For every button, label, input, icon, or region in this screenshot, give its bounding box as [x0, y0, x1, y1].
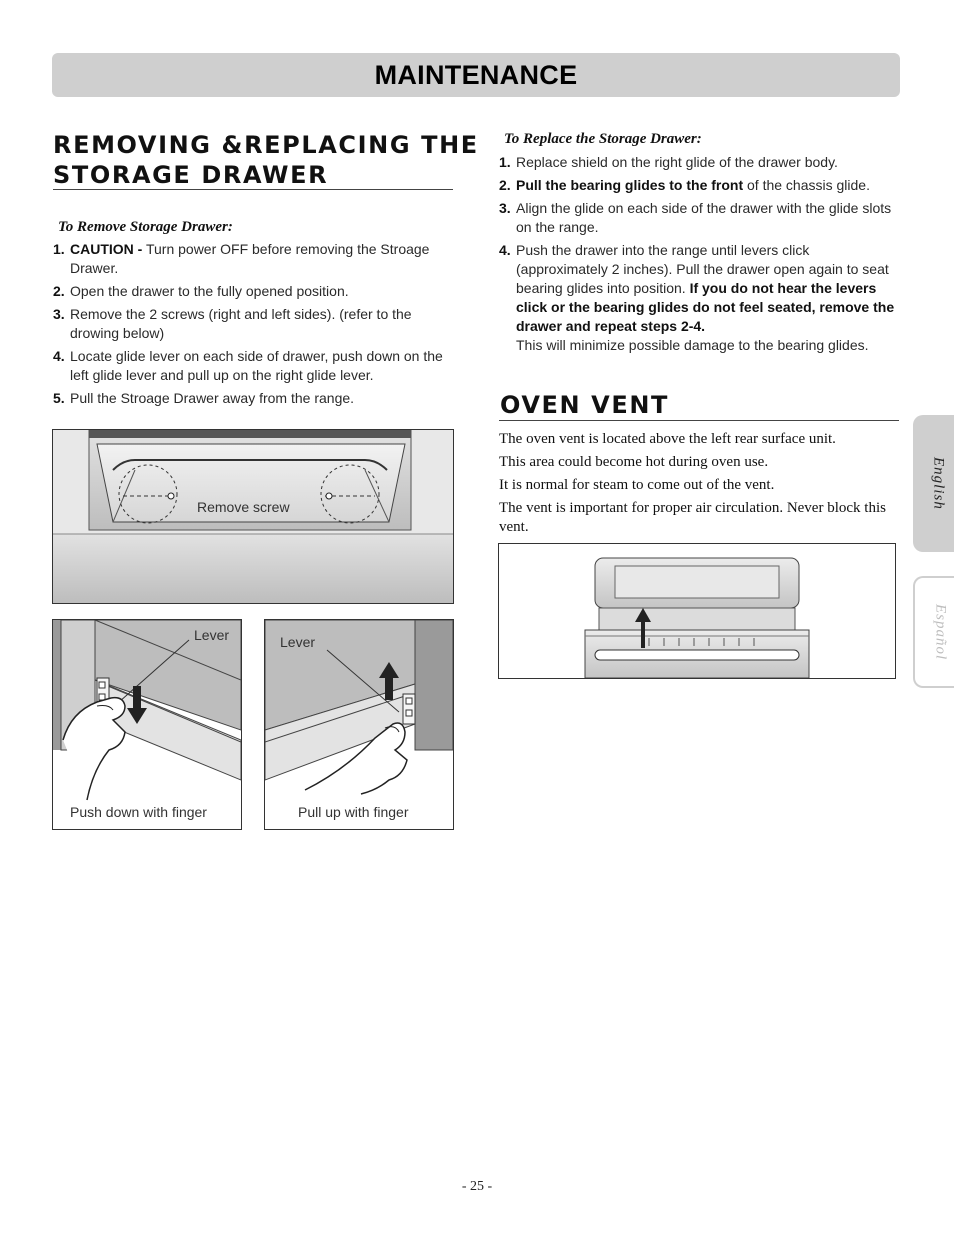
- pull-lever-drawing: [265, 620, 453, 829]
- section-banner: [52, 53, 900, 97]
- remove-subheading: To Remove Storage Drawer:: [58, 219, 233, 235]
- list-item: 5. Pull the Stroage Drawer away from the range.: [53, 390, 355, 406]
- replace-steps: [499, 153, 899, 359]
- tab-espanol[interactable]: [913, 576, 954, 688]
- drawer-screw-drawing: [53, 430, 453, 603]
- vent-paragraph: It is normal for steam to come out of the vent.: [499, 477, 775, 493]
- list-item: 4. Push the drawer into the range until levers click (approximately 2 inches). Pull the drawer open again to seat bearing glides into position. If you do not hear the levers click or the bearing glides do not feel seated, remove the drawer and repeat steps 2-4. This will minimize possible damage to the bearing glides.: [499, 242, 895, 353]
- list-item: 2. Pull the bearing glides to the front of the chassis glide.: [499, 177, 870, 193]
- remove-steps: [53, 240, 455, 412]
- list-item: 1. Replace shield on the right glide of the drawer body.: [499, 154, 838, 170]
- push-lever-illustration: [52, 619, 242, 830]
- replace-subheading: To Replace the Storage Drawer:: [504, 131, 702, 147]
- vent-heading-rule: [499, 420, 899, 421]
- list-item: 4. Locate glide lever on each side of drawer, push down on the left glide lever and pull up on the right glide lever.: [53, 348, 443, 383]
- lever-label-left: Lever: [194, 627, 230, 643]
- lever-label-right: Lever: [280, 634, 316, 650]
- vent-paragraph: This area could become hot during oven use.: [499, 454, 769, 470]
- tab-english[interactable]: [913, 415, 954, 552]
- heading-rule: [53, 189, 453, 190]
- tab-english-label: English: [930, 457, 947, 510]
- heading-removing-replacing: REMOVING &REPLACING THE STORAGE DRAWER: [53, 131, 479, 189]
- drawer-screw-illustration: [52, 429, 454, 604]
- pull-lever-illustration: [264, 619, 454, 830]
- page-number: - 25 -: [461, 1179, 493, 1194]
- list-item: 1. CAUTION - Turn power OFF before removing the Stroage Drawer.: [53, 241, 430, 276]
- push-down-caption: Push down with finger: [70, 804, 207, 820]
- push-lever-drawing: [53, 620, 241, 829]
- remove-screw-caption: Remove screw: [197, 499, 290, 515]
- list-item: 3. Remove the 2 screws (right and left sides). (refer to the drowing below): [53, 306, 412, 341]
- page-title: MAINTENANCE: [374, 59, 578, 90]
- list-item: 2. Open the drawer to the fully opened position.: [53, 283, 349, 299]
- vent-paragraph: The vent is important for proper air circulation. Never block this vent.: [499, 500, 886, 535]
- vent-paragraph: The oven vent is located above the left rear surface unit.: [499, 431, 836, 447]
- tab-espanol-label: Español: [932, 603, 949, 661]
- oven-vent-illustration: [498, 543, 896, 679]
- pull-up-caption: Pull up with finger: [298, 804, 409, 820]
- list-item: 3. Align the glide on each side of the drawer with the glide slots on the range.: [499, 200, 892, 235]
- oven-vent-drawing: [499, 544, 895, 678]
- oven-vent-heading: OVEN VENT: [500, 391, 669, 419]
